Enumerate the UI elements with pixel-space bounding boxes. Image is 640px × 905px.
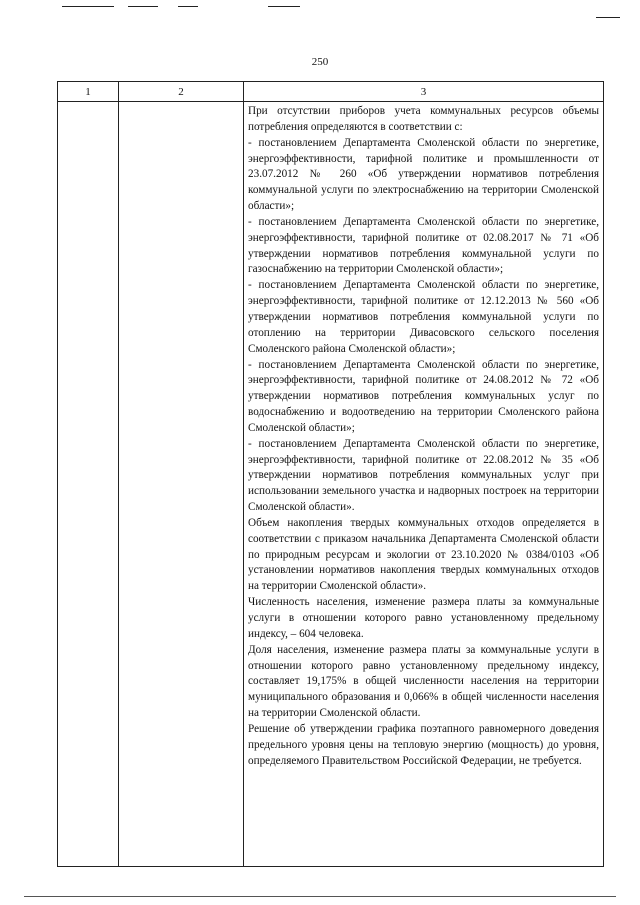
document-table bbox=[57, 81, 604, 867]
paragraph-resolution-560: - постановлением Департамента Смоленской области по энергетике, энергоэффективности, тарифной политике от 12.12.2013 № 560 «Об утверждении нормативов потребления коммунальной услуги по отоплению на территории Дивасовского сельского поселения Смоленского района Смоленской области»; bbox=[248, 279, 599, 355]
page-number: 250 bbox=[311, 56, 329, 68]
paragraph-population-count: Численность населения, изменение размера платы за коммунальные услуги в отношении которого равно установленному предельному индексу, – 604 человека. bbox=[248, 596, 599, 640]
scan-artifact-line bbox=[178, 6, 198, 7]
paragraph-waste-volume: Объем накопления твердых коммунальных отходов определяется в соответствии с приказом начальника Департамента Смоленской области по природным ресурсам и экологии от 23.10.2020 № 0384/0103 «Об установлении нормативов накопления твердых коммунальных отходов на территории Смоленской области». bbox=[248, 516, 599, 593]
cell-col-2 bbox=[119, 102, 244, 867]
scan-artifact-line bbox=[268, 6, 300, 7]
table-row bbox=[58, 102, 604, 867]
column-header-1: 1 bbox=[58, 82, 119, 102]
column-header-2: 2 bbox=[119, 82, 244, 102]
paragraph-resolution-260: - постановлением Департамента Смоленской области по энергетике, энергоэффективности, тарифной политике и промышленности от 23.07.2012 № 260 «Об утверждении нормативов потребления коммунальной услуги по электроснабжению на территории Смоленской области»; bbox=[248, 136, 599, 213]
paragraph-population-share: Доля населения, изменение размера платы за коммунальные услуги в отношении которого равно установленному предельному индексу, составляет 19,175% в общей численности населения на территории муниципального образования и 0,066% в общей численности населения на территории Смоленской области. bbox=[248, 643, 599, 720]
paragraph-resolution-72: - постановлением Департамента Смоленской области по энергетике, энергоэффективности, тарифной политике от 24.08.2012 № 72 «Об утверждении нормативов потребления коммунальных услуг по водоснабжению и водоотведению на территории Смоленского района Смоленской области»; bbox=[248, 358, 599, 434]
cell-col-3 bbox=[244, 102, 604, 867]
paragraph-resolution-35: - постановлением Департамента Смоленской области по энергетике, энергоэффективности, тарифной политике от 22.08.2012 № 35 «Об утверждении нормативов потребления коммунальных услуг при использовании земельного участка и надворных построек на территории Смоленской области». bbox=[248, 437, 599, 514]
scan-bottom-edge bbox=[24, 896, 616, 897]
cell-col-1 bbox=[58, 102, 119, 867]
scan-artifact-line bbox=[128, 6, 158, 7]
paragraph-heat-price-decision: Решение об утверждении графика поэтапного равномерного доведения предельного уровня цены на тепловую энергию (мощность) до уровня, определяемого Правительством Российской Федерации, не требуется. bbox=[248, 722, 599, 767]
scan-artifact-line bbox=[596, 17, 620, 18]
scan-artifact-line bbox=[62, 6, 114, 7]
paragraph-metering-intro: При отсутствии приборов учета коммунальных ресурсов объемы потребления определяются в соответствии с: bbox=[248, 105, 599, 133]
paragraph-resolution-71: - постановлением Департамента Смоленской области по энергетике, энергоэффективности, тарифной политике от 02.08.2017 № 71 «Об утверждении нормативов потребления коммунальной услуги по газоснабжению на территории Смоленской области»; bbox=[248, 215, 599, 276]
table-header-row bbox=[58, 82, 604, 102]
column-header-3: 3 bbox=[244, 82, 604, 102]
